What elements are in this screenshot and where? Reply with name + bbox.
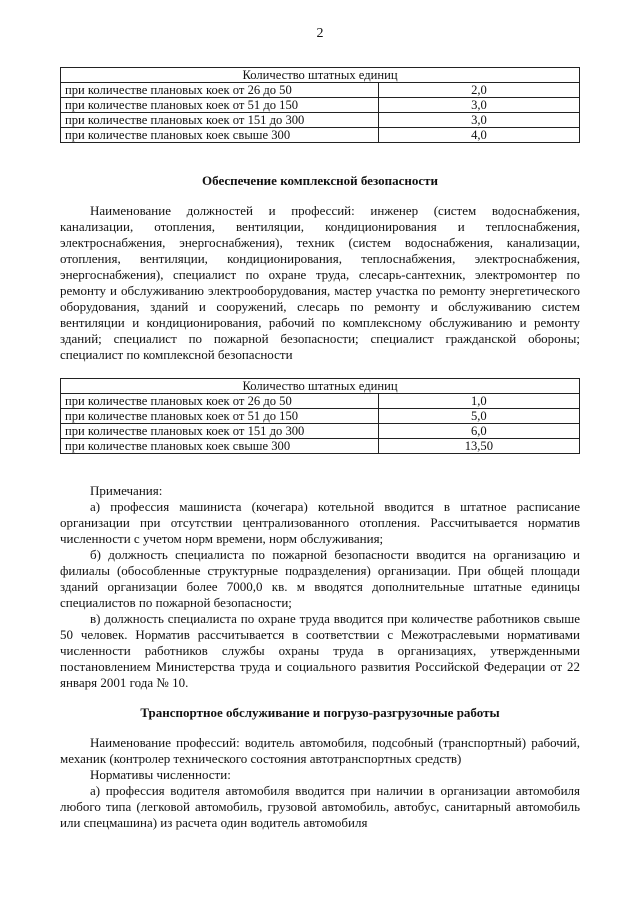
row-label: при количестве плановых коек от 51 до 150 (61, 98, 379, 113)
table-row (61, 439, 580, 454)
row-label: при количестве плановых коек от 51 до 150 (61, 409, 379, 424)
table-row (61, 98, 580, 113)
row-value: 13,50 (378, 439, 579, 454)
notes-block (60, 483, 580, 691)
row-value: 4,0 (378, 128, 579, 143)
row-label: при количестве плановых коек от 26 до 50 (61, 83, 379, 98)
table-header: Количество штатных единиц (61, 68, 580, 83)
row-value: 2,0 (378, 83, 579, 98)
row-label: при количестве плановых коек свыше 300 (61, 128, 379, 143)
row-value: 3,0 (378, 98, 579, 113)
section-heading-security: Обеспечение комплексной безопасности (202, 173, 438, 188)
table-row (61, 83, 580, 98)
norms-title: Нормативы численности: (90, 767, 231, 782)
section-security-body (60, 203, 580, 363)
section-transport-body (60, 735, 580, 831)
paragraph: Наименование профессий: водитель автомобиля, подсобный (транспортный) рабочий, механик (контролер технического состояния автотранспортных средств) (60, 735, 580, 766)
staffing-table-2 (60, 378, 580, 454)
table-header: Количество штатных единиц (61, 379, 580, 394)
note-b: б) должность специалиста по пожарной безопасности вводится на организацию и филиалы (обособленные структурные подразделения) организации. При общей площади зданий организации более 7000,0 кв. м вводятся дополнительные штатные единицы специалистов по пожарной безопасности; (60, 547, 580, 610)
paragraph: Наименование должностей и профессий: инженер (систем водоснабжения, канализации, отопления, вентиляции, кондиционирования и теплоснабжения, электроснабжения, энергоснабжения), техник (систем водоснабжения, канализации, отопления, вентиляции, кондиционирования, теплоснабжения, электроснабжения, энергоснабжения), специалист по охране труда, слесарь-сантехник, электромонтер по ремонту и обслуживанию электрооборудования, мастер участка по ремонту энергетического оборудования, зданий и сооружений, слесарь по ремонту и обслуживанию систем вентиляции и кондиционирования, рабочий по комплексному обслуживанию и ремонту зданий; специалист по пожарной безопасности; специалист гражданской обороны; специалист по комплексной безопасности (60, 203, 580, 362)
note-c: в) должность специалиста по охране труда вводится при количестве работников свыше 50 человек. Норматив рассчитывается в соответствии с Межотраслевыми нормативами численности работников службы охраны труда в организациях, утвержденными постановлением Министерства труда и социального развития Российской Федерации от 22 января 2001 года № 10. (60, 611, 580, 690)
row-value: 1,0 (378, 394, 579, 409)
row-label: при количестве плановых коек свыше 300 (61, 439, 379, 454)
table-row (61, 394, 580, 409)
row-label: при количестве плановых коек от 151 до 300 (61, 113, 379, 128)
table-row (61, 409, 580, 424)
row-value: 3,0 (378, 113, 579, 128)
table-row (61, 424, 580, 439)
notes-title: Примечания: (90, 483, 163, 498)
norms-a: а) профессия водителя автомобиля вводится при наличии в организации автомобиля любого типа (легковой автомобиль, грузовой автомобиль, автобус, санитарный автомобиль или спецмашина) из расчета один водитель автомобиля (60, 783, 580, 830)
staffing-table-1 (60, 67, 580, 143)
page-number: 2 (316, 26, 324, 41)
row-label: при количестве плановых коек от 26 до 50 (61, 394, 379, 409)
note-a: а) профессия машиниста (кочегара) котельной вводится в штатное расписание организации при отсутствии централизованного отопления. Рассчитывается норматив численности с учетом норм времени, норм обслуживания; (60, 499, 580, 546)
row-label: при количестве плановых коек от 151 до 300 (61, 424, 379, 439)
row-value: 5,0 (378, 409, 579, 424)
section-heading-transport: Транспортное обслуживание и погрузо-разгрузочные работы (140, 705, 500, 720)
table-row (61, 128, 580, 143)
row-value: 6,0 (378, 424, 579, 439)
table-row (61, 113, 580, 128)
